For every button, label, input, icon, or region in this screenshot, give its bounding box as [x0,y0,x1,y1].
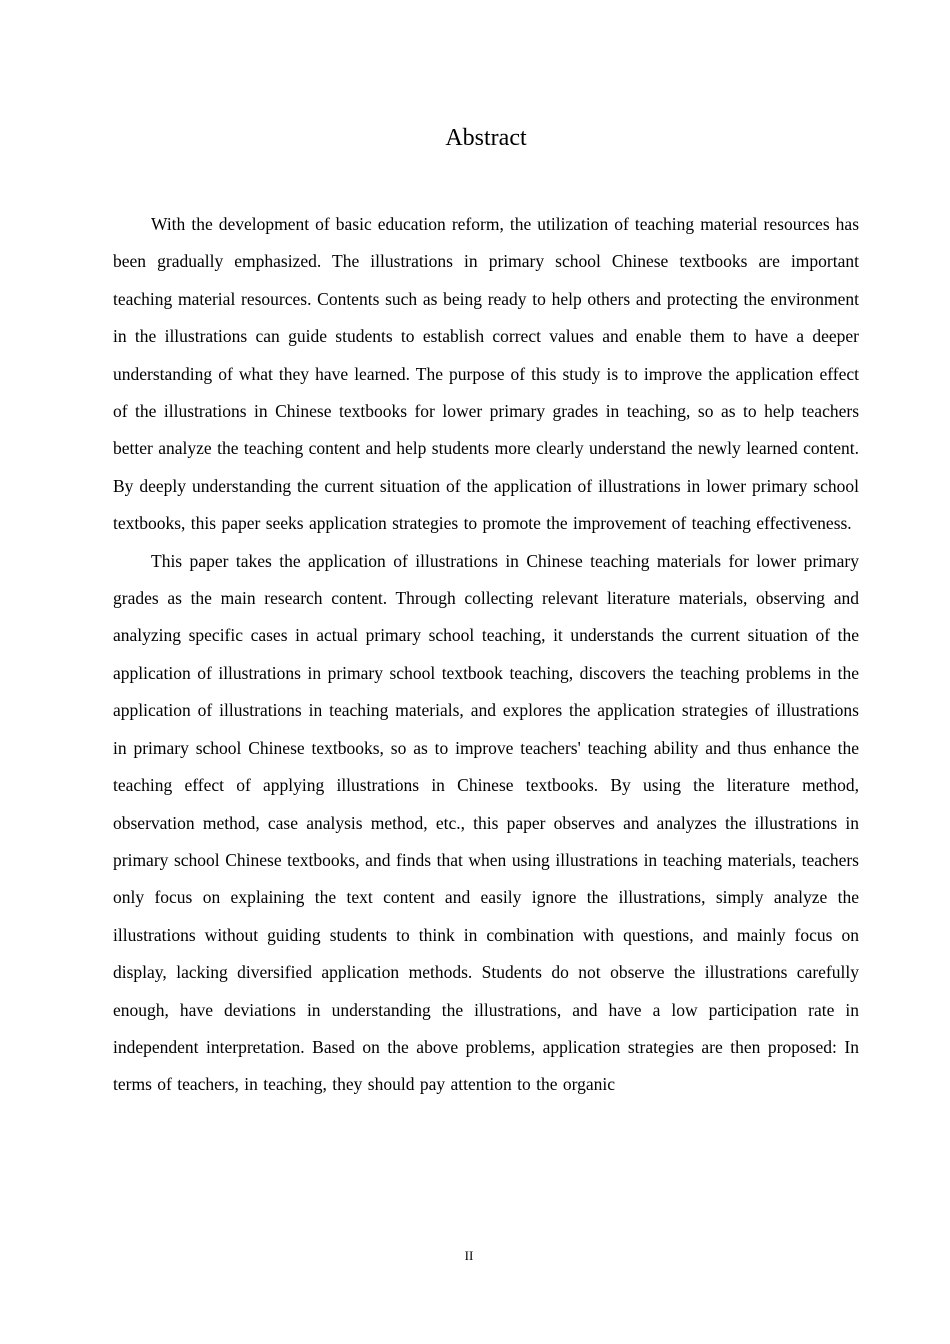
page-number: II [464,1248,474,1263]
abstract-title: Abstract [445,125,527,151]
abstract-body [113,206,859,1104]
abstract-paragraph-2: This paper takes the application of illustrations in Chinese teaching materials for lower primary grades as the main research content. Through collecting relevant literature materials, observing and analyzing specific cases in actual primary school teaching, it understands the current situation of the application of illustrations in primary school textbook teaching, discovers the teaching problems in the application of illustrations in teaching materials, and explores the application strategies of illustrations in primary school Chinese textbooks, so as to improve teachers' teaching ability and thus enhance the teaching effect of applying illustrations in Chinese textbooks. By using the literature method, observation method, case analysis method, etc., this paper observes and analyzes the illustrations in primary school Chinese textbooks, and finds that when using illustrations in teaching materials, teachers only focus on explaining the text content and easily ignore the illustrations, simply analyze the illustrations without guiding students to think in combination with questions, and mainly focus on display, lacking diversified application methods. Students do not observe the illustrations carefully enough, have deviations in understanding the illustrations, and have a low participation rate in independent interpretation. Based on the above problems, application strategies are then proposed: In terms of teachers, in teaching, they should pay attention to the organic [113,550,859,1095]
abstract-paragraph-1: With the development of basic education reform, the utilization of teaching material resources has been gradually emphasized. The illustrations in primary school Chinese textbooks are important teaching material resources. Contents such as being ready to help others and protecting the environment in the illustrations can guide students to establish correct values and enable them to have a deeper understanding of what they have learned. The purpose of this study is to improve the application effect of the illustrations in Chinese textbooks for lower primary grades in teaching, so as to help teachers better analyze the teaching content and help students more clearly understand the newly learned content. By deeply understanding the current situation of the application of illustrations in lower primary school textbooks, this paper seeks application strategies to promote the improvement of teaching effectiveness. [113,214,859,534]
